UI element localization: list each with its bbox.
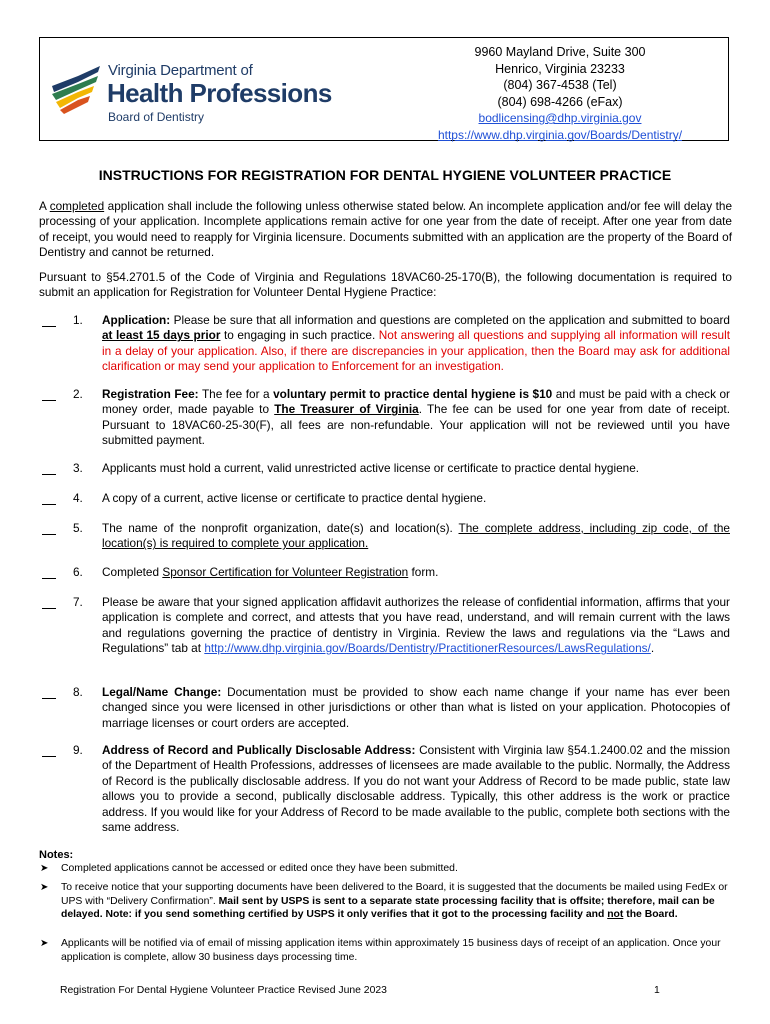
phone-number: (804) 367-4538 (Tel) [503, 78, 617, 92]
check-blank[interactable] [42, 597, 56, 609]
logo-text-health-professions: Health Professions [107, 78, 332, 108]
check-blank[interactable] [42, 315, 56, 327]
page-title: INSTRUCTIONS FOR REGISTRATION FOR DENTAL HYGIENE VOLUNTEER PRACTICE [98, 167, 672, 183]
website-link[interactable]: https://www.dhp.virginia.gov/Boards/Dentistry/ [437, 127, 683, 142]
arrow-bullet-icon: ➤ [40, 863, 49, 874]
requirements-paragraph: Pursuant to §54.2701.5 of the Code of Virginia and Regulations 18VAC60-25-170(B), the following documentation is required to submit an application for Registration for Volunteer Dental Hygiene Practice: [39, 270, 732, 300]
virginia-logo-icon [48, 58, 104, 124]
address-line-1: 9960 Mayland Drive, Suite 300 [474, 45, 646, 59]
check-blank[interactable] [42, 745, 56, 757]
letterhead [39, 37, 729, 141]
check-blank[interactable] [42, 389, 56, 401]
check-blank[interactable] [42, 687, 56, 699]
logo-text-department: Virginia Department of [108, 62, 253, 79]
arrow-bullet-icon: ➤ [40, 882, 49, 893]
sponsor-certification-link[interactable]: Sponsor Certification for Volunteer Registration [162, 565, 409, 579]
footer-text: Registration For Dental Hygiene Volunteer Practice Revised June 2023 [60, 985, 387, 996]
check-blank[interactable] [42, 463, 56, 475]
check-blank[interactable] [42, 523, 56, 535]
contact-block [400, 44, 720, 143]
logo-text-board: Board of Dentistry [108, 110, 205, 124]
check-blank[interactable] [42, 567, 56, 579]
check-blank[interactable] [42, 493, 56, 505]
address-line-2: Henrico, Virginia 23233 [495, 61, 625, 76]
efax-number: (804) 698-4266 (eFax) [497, 94, 623, 109]
intro-paragraph: A completed application shall include the following unless otherwise stated below. An incomplete application and/or fee will delay the processing of your application. Incomplete applications remain active for one year from the date of receipt. After one year from date of receipt, you would need to reapply for Virginia licensure. Documents submitted with an application are the property of the Board of Dentistry and cannot be returned. [39, 199, 733, 260]
arrow-bullet-icon: ➤ [40, 938, 49, 949]
laws-regulations-link[interactable]: http://www.dhp.virginia.gov/Boards/Dentistry/PractitionerResources/LawsRegulations/ [204, 641, 651, 656]
notes-heading: Notes: [39, 849, 74, 861]
email-link[interactable]: bodlicensing@dhp.virginia.gov [478, 111, 642, 125]
dhp-logo [48, 52, 358, 132]
document-page: Virginia Department of Health Professions Board of Dentistry 9960 Mayland Drive, Suite 300 Henrico, Virginia 23233 (804) 367-4538 (Tel) (804) 698-4266 (eFax) bodlicensing@dhp.virginia.gov https://www.dhp.virginia.gov/Boards/Dentistry/ INSTRUCTIONS FOR REGISTRATION FOR DENTAL HYGIENE VOLUNTEER PRACTICE A completed application shall include the following unless otherwise stated below. An incomplete application and/or fee will delay the processing of your application. Incomplete applications remain active for one year from the date of receipt. After one year from date of receipt, you would need to reapply for Virginia licensure. Documents submitted with an application are the property of the Board of Dentistry and cannot be returned. Pursuant to §54.2701.5 of the Code of Virginia and Regulations 18VAC60-25-170(B), the following documentation is required to submit an application for Registration for Volunteer Dental Hygiene Practice: 1. Application: Please be sure that all information and questions are completed on the application and submitted to board at least 15 days prior to engaging in such practice. Not answering all questions and supplying all information will result in a delay of your application. Also, if there are discrepancies in your application, then the Board may ask for additional clarification or may send your application to Enforcement for an investigation. 2. Registration Fee: The fee for a voluntary permit to practice dental hygiene is $10 and must be paid with a check or money order, made payable to The Treasurer of Virginia. The fee can be used for one year from date of receipt. Pursuant to 18VAC60-25-30(F), all fees are non-refundable. Your application will not be reviewed until you have submitted payment. 3. Applicants must hold a current, valid unrestricted active license or certificate to practice dental hygiene. 4. A copy of a current, active license or certificate to practice dental hygiene. 5. The name of the nonprofit organization, date(s) and location(s). The complete address, including zip code, of the location(s) is required to complete your application. 6. Completed Sponsor Certification for Volunteer Registration form. 7. Please be aware that your signed application affidavit authorizes the release of confidential information, affirms that your application is complete and correct, and attests that you have read, understand, and will remain current with the laws and regulations governing the practice of dentistry in Virginia. Review the laws and regulations via the “Laws and Regulations” tab at http://www.dhp.virginia.gov/Boards/Dentistry/PractitionerResources/LawsRegulations/. 8. Legal/Name Change: Documentation must be provided to show each name change if your name has ever been changed since you were licensed in other jurisdictions or other than what is listed on your application. Photocopies of marriage licenses or court orders are accepted. 9. Address of Record and Publically Disclosable Address: Consistent with Virginia law §54.1.2400.02 and the mission of the Department of Health Professions, addresses of licensees are made available to the public. Normally, the Address of Record is the publically disclosable address. If you do not want your Address of Record to be made public, state law allows you to provide a second, publically disclosable address. Typically, this other address is the work or practice address. If you would like for your Address of Record to be made available to the public, complete both sections with the same address. Notes: ➤ Completed applications cannot be accessed or edited once they have been submitted. ➤ To receive notice that your supporting documents have been delivered to the Board, it is suggested that the documents be mailed using FedEx or UPS with “Delivery Confirmation”. Mail sent by USPS is sent to a separate state processing facility that is offsite; therefore, mail can be delayed. Note: if you send something certified by USPS it only verifies that it got to the processing facility and not the Board. ➤ Applicants will be notified via of email of missing application items within approximately 15 business days of receipt of an application. Once your application is complete, allow 30 business days processing time. Registration For Dental Hygiene Volunteer Practice Revised June 2023 1 [0, 0, 770, 1024]
page-number: 1 [654, 985, 660, 996]
